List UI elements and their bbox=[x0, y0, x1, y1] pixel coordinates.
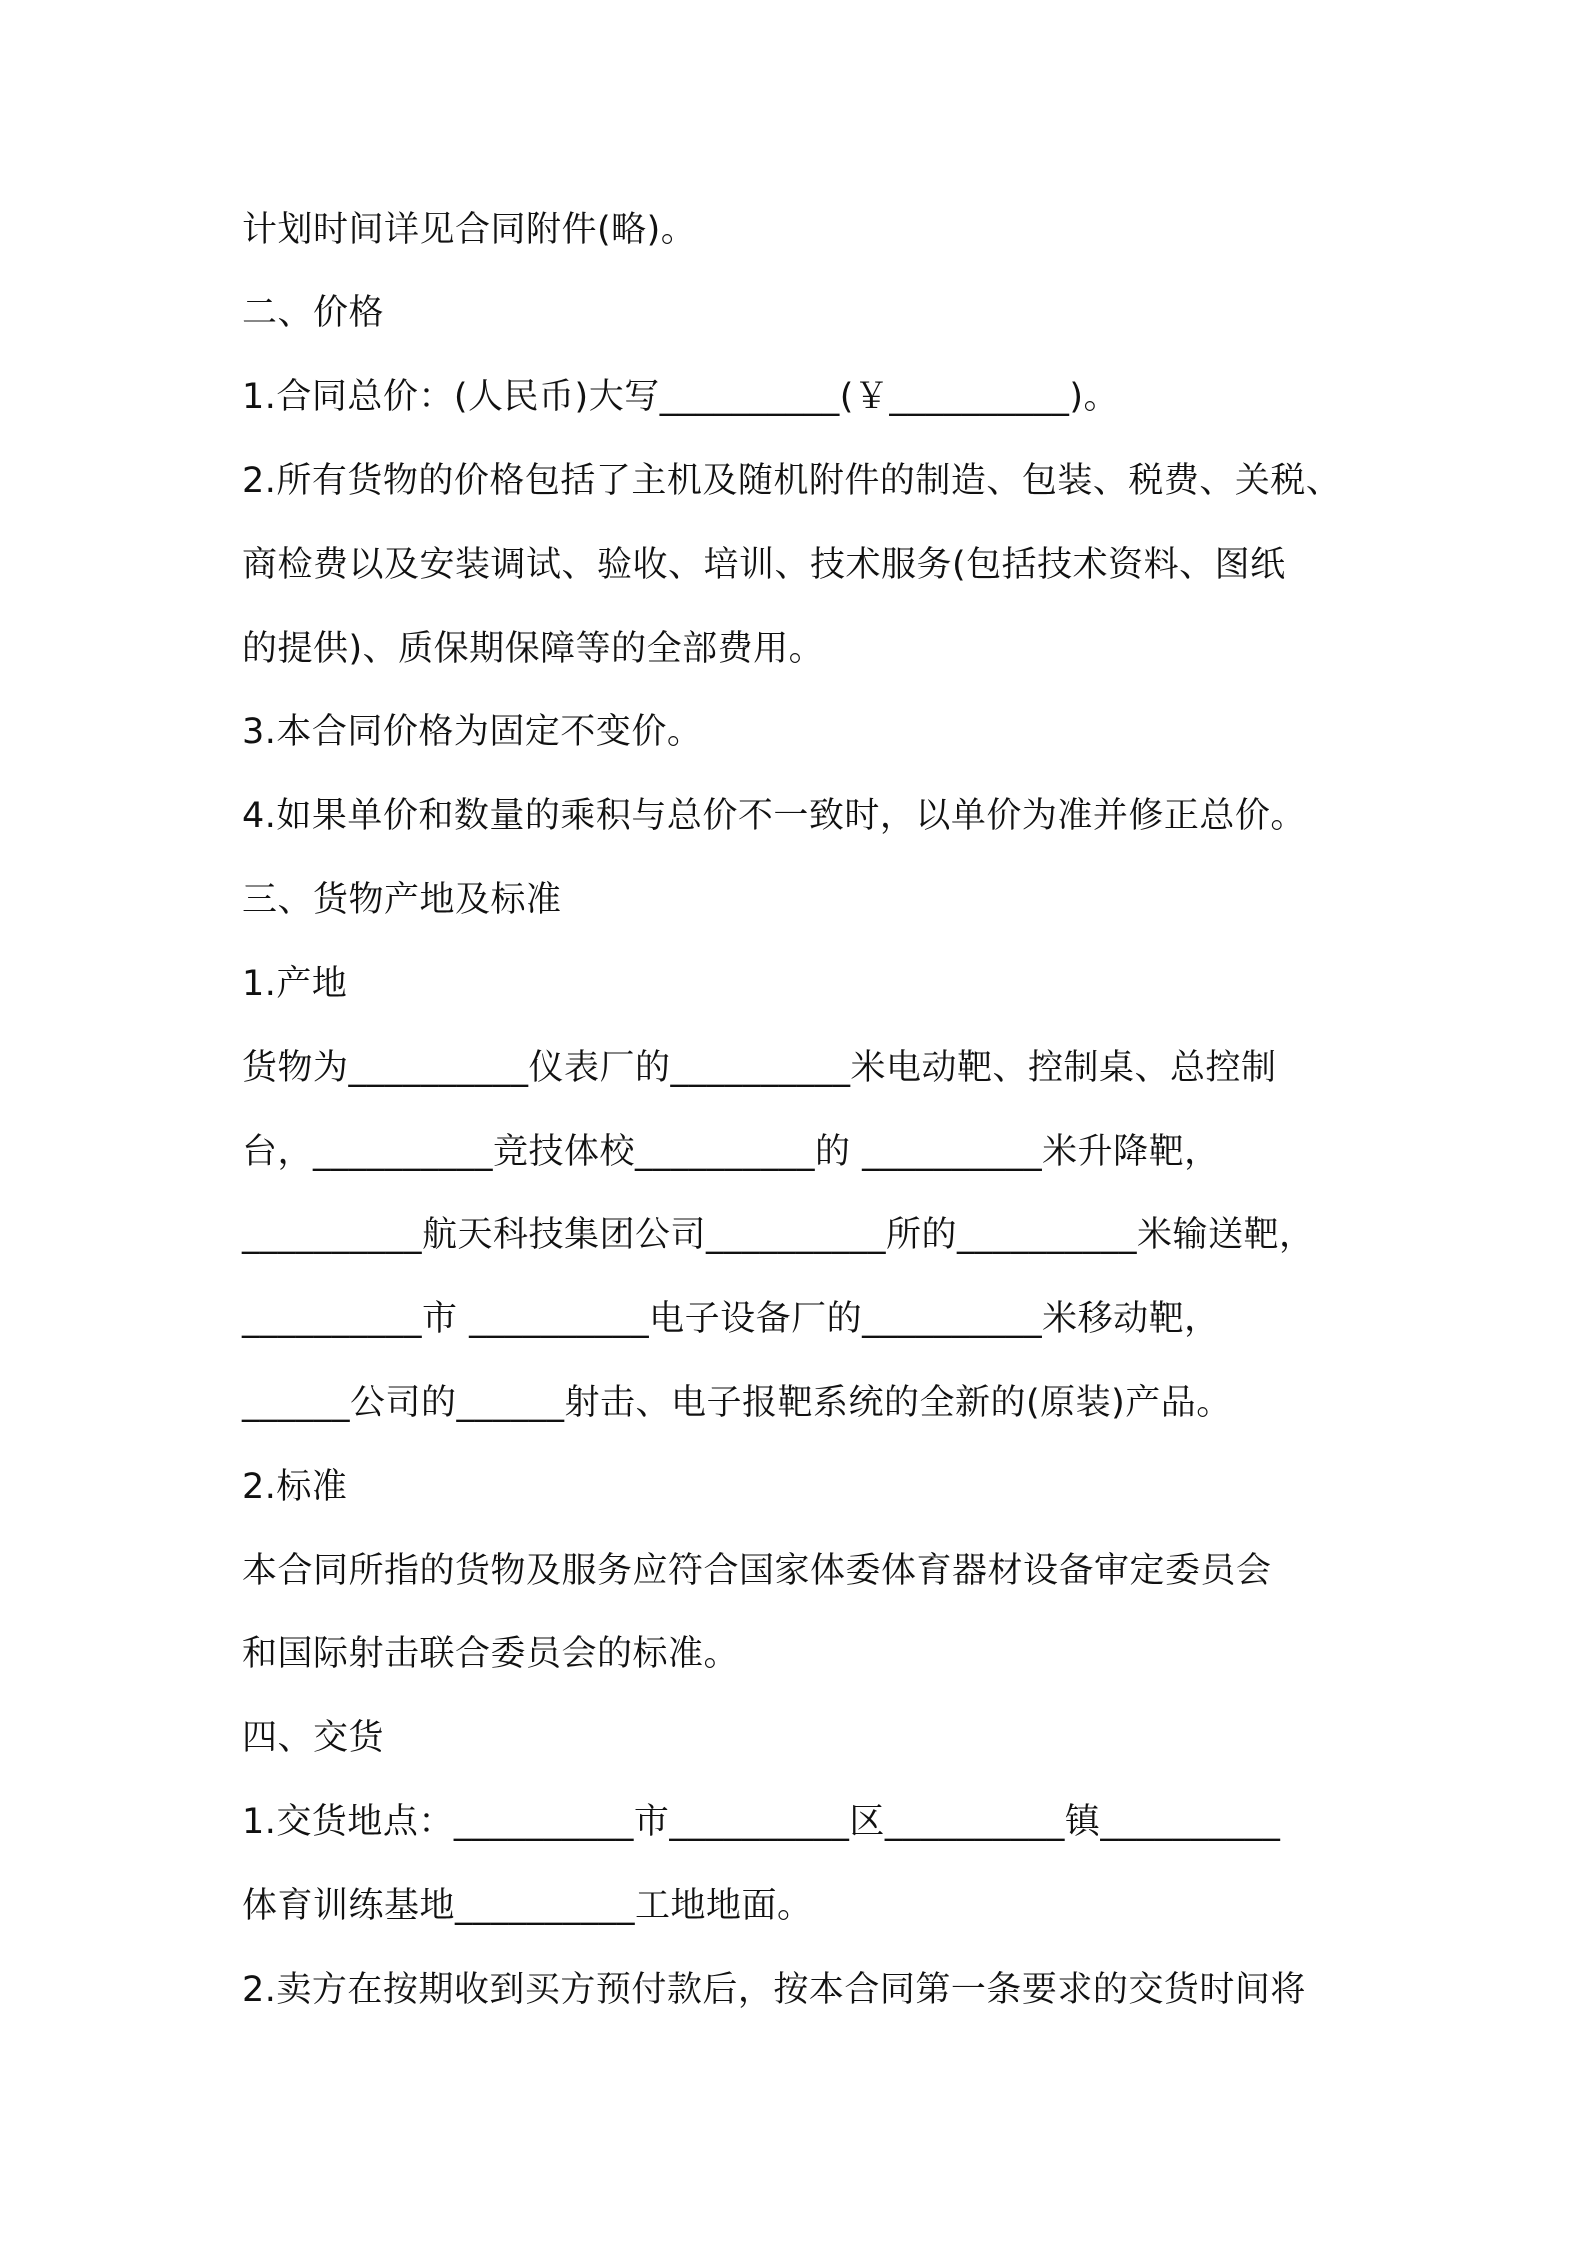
text-line: __________市 __________电子设备厂的__________米移动靶， bbox=[242, 1299, 1220, 1339]
text-line: 台，__________竞技体校__________的 __________米升降靶， bbox=[242, 1132, 1220, 1172]
text-line: 的提供)、质保期保障等的全部费用。 bbox=[242, 629, 825, 669]
text-line: 商检费以及安装调试、验收、培训、技术服务(包括技术资料、图纸 bbox=[242, 545, 1286, 585]
text-line: 1.合同总价：(人民币)大写__________(￥__________)。 bbox=[242, 377, 1120, 417]
text-line: 2.卖方在按期收到买方预付款后，按本合同第一条要求的交货时间将 bbox=[242, 1970, 1306, 2010]
text-line: 体育训练基地__________工地地面。 bbox=[242, 1886, 813, 1926]
text-line: ______公司的______射击、电子报靶系统的全新的(原装)产品。 bbox=[242, 1383, 1232, 1423]
section-heading-origin: 三、货物产地及标准 bbox=[242, 880, 562, 920]
text-line: 2.所有货物的价格包括了主机及随机附件的制造、包装、税费、关税、 bbox=[242, 461, 1342, 501]
text-line: 货物为__________仪表厂的__________米电动靶、控制桌、总控制 bbox=[242, 1048, 1277, 1088]
text-line: 1.交货地点：__________市__________区__________镇__________ bbox=[242, 1802, 1281, 1842]
text-line: __________航天科技集团公司__________所的__________米输送靶， bbox=[242, 1215, 1315, 1255]
text-line: 计划时间详见合同附件(略)。 bbox=[242, 210, 697, 250]
text-line: 4.如果单价和数量的乘积与总价不一致时，以单价为准并修正总价。 bbox=[242, 796, 1306, 836]
section-heading-delivery: 四、交货 bbox=[242, 1718, 385, 1758]
text-line: 和国际射击联合委员会的标准。 bbox=[242, 1634, 740, 1674]
text-line: 本合同所指的货物及服务应符合国家体委体育器材设备审定委员会 bbox=[242, 1551, 1272, 1591]
section-heading-price: 二、价格 bbox=[242, 293, 385, 333]
subheading-origin: 1.产地 bbox=[242, 964, 348, 1004]
text-line: 3.本合同价格为固定不变价。 bbox=[242, 712, 703, 752]
subheading-standard: 2.标准 bbox=[242, 1467, 348, 1507]
